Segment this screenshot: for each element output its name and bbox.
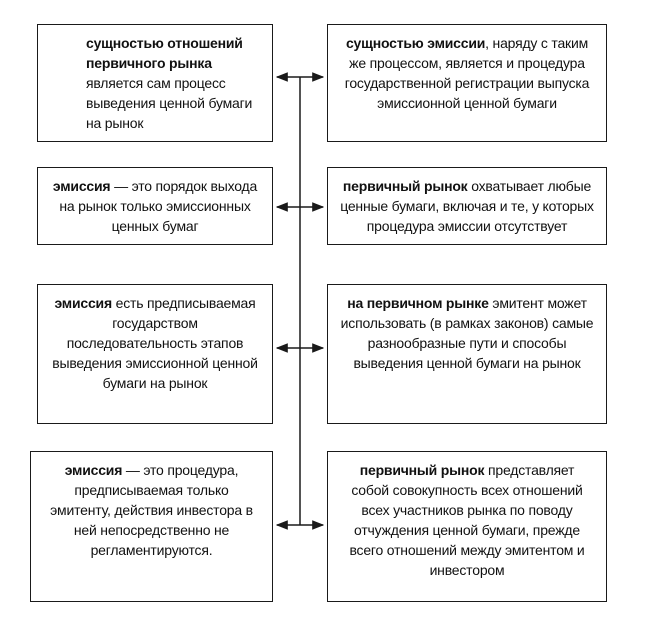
left-box-3-body: есть предписываемая государством последовательность этапов выведения эмиссионной ценной бумаги на рынок [52, 295, 258, 391]
left-box-4-term: эмиссия [64, 462, 123, 478]
left-box-3-term: эмиссия [54, 295, 112, 311]
right-box-2-body: охватывает любые ценные бумаги, включая и те, у которых процедура эмиссии отсутствует [340, 178, 594, 234]
right-box-1-body: , наряду с таким же процессом, является и процедура государственной регистрации выпуска эмиссионной ценной бумаги [344, 35, 590, 111]
right-box-3-term: на первичном рынке [347, 295, 489, 311]
right-box-2-term: первичный рынок [342, 178, 468, 194]
right-box-4-term: первичный рынок [359, 462, 485, 478]
right-box-4-body: представляет собой совокупность всех отношений всех участников рынка по поводу отчуждения ценной бумаги, прежде всего отношений между эмитентом и инвестором [349, 462, 585, 578]
left-box-2-term: эмиссия [52, 178, 111, 194]
left-box-1-term: сущностью отношений первичного рынка [86, 35, 243, 71]
left-box-2-body: — это порядок выхода на рынок только эмиссионных ценных бумаг [59, 178, 258, 234]
right-box-3-body: эмитент может использовать (в рамках законов) самые разнообразные пути и способы выведения ценной бумаги на рынок [340, 295, 594, 371]
left-box-1-body: является сам процесс выведения ценной бумаги на рынок [86, 75, 253, 131]
right-box-1-term: сущностью эмиссии [345, 35, 486, 51]
left-box-4-body: — это процедура, предписываемая только эмитенту, действия инвестора в ней непосредственно не регламентируются. [50, 462, 253, 558]
